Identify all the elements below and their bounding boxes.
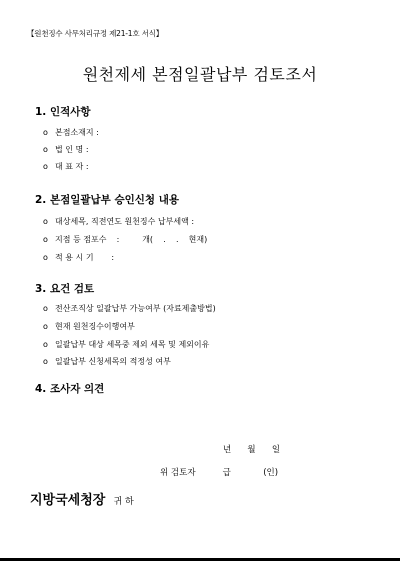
section-heading-personal-info: 1. 인적사항 [35,106,91,118]
item-label: 대상세목, 직전연도 원천징수 납부세액 : [55,217,195,226]
form-number: 【원천징수 사무처리규정 제21-1호 서식】 [27,29,164,38]
list-item [43,339,209,350]
item-label: 전산조직상 일괄납부 가능여부 (자료제출방법) [55,304,216,313]
list-item [43,321,135,332]
list-item [43,303,216,314]
list-item [43,356,171,367]
item-label: 일괄납부 대상 세목중 제외 세목 및 제외이유 [55,340,210,349]
bullet: o [43,357,48,366]
recipient [30,489,134,508]
section-heading-opinion: 4. 조사자 의견 [35,383,105,395]
section-heading-requirements: 3. 요건 검토 [35,283,95,295]
bullet: o [43,253,48,262]
item-label: 법 인 명 : [55,145,89,154]
recipient-office: 지방국세청장 [30,493,106,508]
bullet: o [43,128,48,137]
reviewer-line: 위 검토자 급 (인) [160,468,279,478]
list-item [43,127,99,138]
item-label: 현재 원천징수이행여부 [55,322,135,331]
bullet: o [43,304,48,313]
list-item [43,161,89,172]
item-label: 일괄납부 신청세목의 적정성 여부 [55,357,171,366]
list-item [43,144,89,155]
bullet: o [43,235,48,244]
list-item [43,252,114,263]
recipient-suffix: 귀 하 [113,497,134,507]
item-label: 대 표 자 : [55,162,89,171]
bullet: o [43,340,48,349]
bullet: o [43,145,48,154]
item-label: 지점 등 점포수 : 개( . . 현재) [55,235,208,244]
item-label: 적 용 시 기 : [55,253,115,262]
list-item [43,216,194,227]
document-title: 원천제세 본점일괄납부 검토조서 [82,65,318,84]
bullet: o [43,162,48,171]
list-item [43,234,207,245]
section-heading-application: 2. 본점일괄납부 승인신청 내용 [35,194,179,206]
bullet: o [43,217,48,226]
footer-rule [0,558,400,561]
bullet: o [43,322,48,331]
signature-date: 년 월 일 [223,445,281,455]
item-label: 본점소재지 : [55,128,99,137]
